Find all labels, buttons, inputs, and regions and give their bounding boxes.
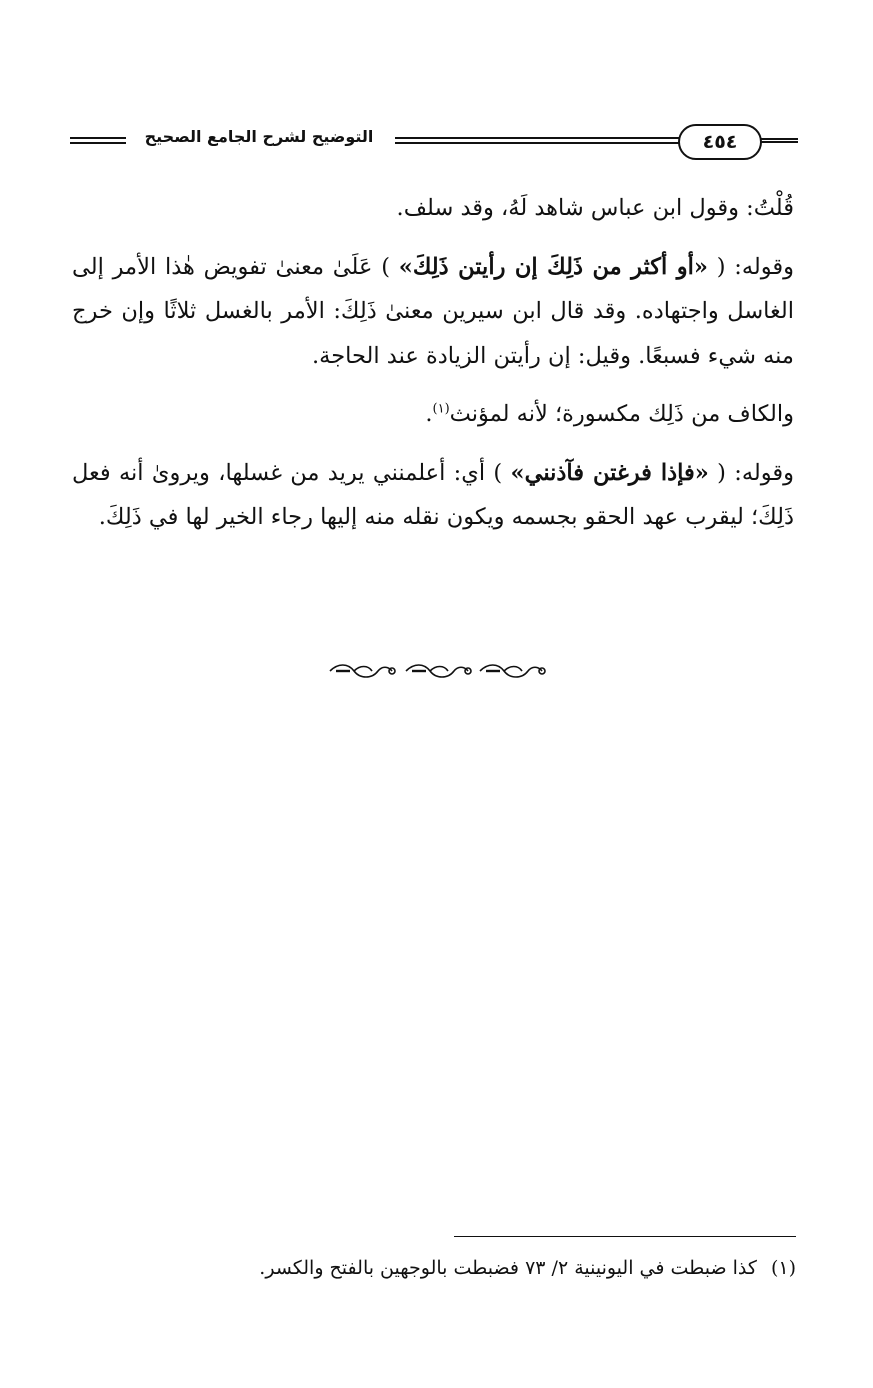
paragraph-2-text: ) عَلَىٰ معنىٰ تفويض هٰذا الأمر إلى الغاسل واجتهاده. وقد قال ابن سيرين معنىٰ ذَلِكَ: الأمر بالغسل ثلاثًا وإن خرج منه شيء فسبعًا. وقيل: إن رأيتن الزيادة عند الحاجة.	[72, 253, 794, 369]
running-title: التوضيح لشرح الجامع الصحيح	[144, 127, 374, 146]
paragraph-4	[72, 451, 794, 540]
footnote-separator	[454, 1236, 796, 1237]
paragraph-4-text: ) أي: أعلمنني يريد من غسلها، ويروىٰ أنه فعل ذَلِكَ؛ ليقرب عهد الحقو بجسمه ويكون نقله منه إليها رجاء الخير لها في ذَلِكَ.	[72, 459, 794, 530]
paragraph-3-end: .	[425, 401, 433, 427]
paragraph-1-text: قُلْتُ: وقول ابن عباس شاهد لَهُ، وقد سلف.	[396, 195, 794, 221]
footnote-reference: (١)	[432, 401, 450, 417]
footnote	[160, 1250, 796, 1286]
hadith-quote: «فإذا فرغتن فآذنني»	[510, 459, 709, 486]
paragraph-3	[72, 392, 794, 437]
section-end-ornament-icon	[326, 660, 548, 682]
paragraph-2-lead: وقوله: (	[716, 253, 795, 280]
running-header	[70, 122, 798, 166]
body-text	[72, 186, 794, 540]
paragraph-4-lead: وقوله: (	[717, 459, 795, 486]
header-rule-right	[760, 138, 798, 143]
page-number: ٤٥٤	[678, 124, 762, 160]
header-rule-left	[70, 137, 126, 144]
footnote-number: (١)	[770, 1257, 796, 1279]
paragraph-1	[72, 186, 794, 231]
paragraph-3-text: والكاف من ذَلِك مكسورة؛ لأنه لمؤنث	[449, 401, 794, 427]
hadith-quote: «أو أكثر من ذَلِكَ إن رأيتن ذَلِكَ»	[398, 253, 708, 280]
paragraph-2	[72, 245, 794, 379]
footnote-text: كذا ضبطت في اليونينية ٢/ ٧٣ فضبطت بالوجهين بالفتح والكسر.	[259, 1257, 757, 1279]
